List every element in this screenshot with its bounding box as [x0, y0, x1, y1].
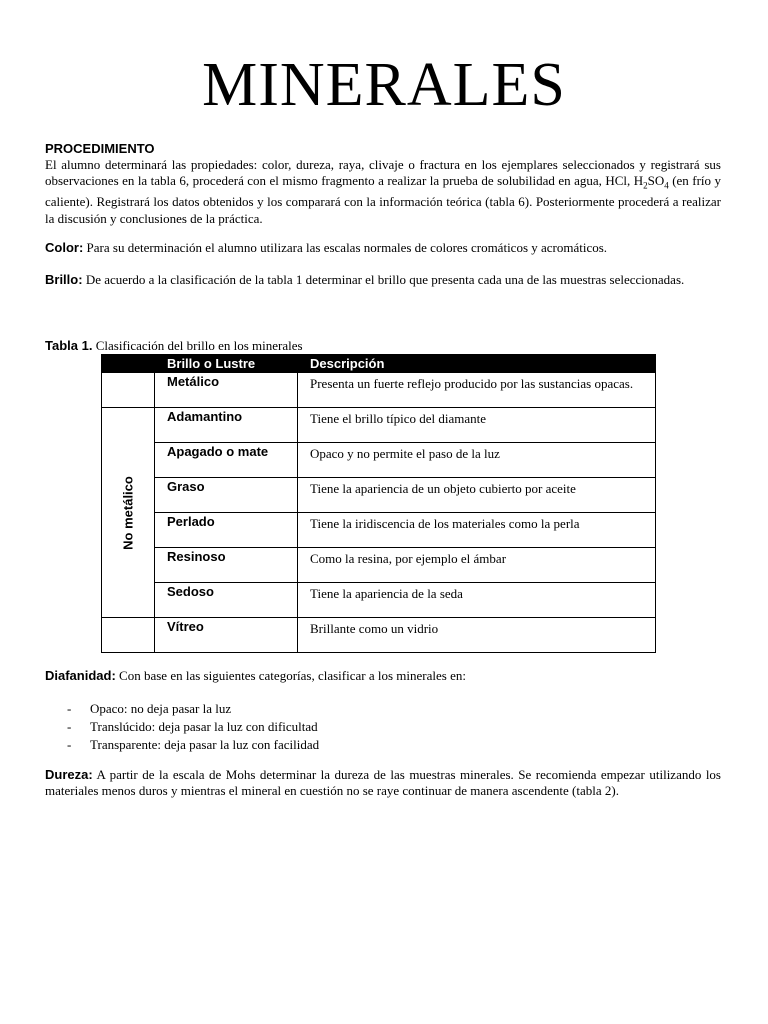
- brillo-description: Tiene la apariencia de un objeto cubierto por aceite: [298, 478, 656, 513]
- diafanidad-label: Diafanidad:: [45, 668, 116, 683]
- brillo-name: Vítreo: [155, 618, 298, 653]
- header-blank-cell: [102, 355, 155, 373]
- diafanidad-list: [67, 700, 319, 754]
- brillo-table: [101, 354, 656, 653]
- table-caption-text: Clasificación del brillo en los minerales: [92, 338, 303, 353]
- brillo-name: Perlado: [155, 513, 298, 548]
- procedimiento-text-1: El alumno determinará las propiedades: color, dureza, raya, clivaje o fractura en los ejemplares seleccionados y registrará sus observaciones en la tabla 6, procederá con el mismo fragmento a realizar la prueba de solubilidad en agua, HCl, H: [45, 157, 721, 189]
- color-text: Para su determinación el alumno utilizara las escalas normales de colores cromáticos y acromáticos.: [83, 240, 608, 255]
- diafanidad-text: Con base en las siguientes categorías, clasificar a los minerales en:: [115, 668, 466, 683]
- header-descripcion: Descripción: [298, 355, 656, 373]
- brillo-name: Metálico: [155, 373, 298, 408]
- procedimiento-text-2: (en frío y caliente). Registrará los datos obtenidos y los comparará con la información teórica (tabla 6). Posteriormente procederá a realizar la discusión y conclusiones de la práctica.: [45, 173, 721, 226]
- diafanidad-paragraph: [45, 668, 721, 684]
- brillo-description: Brillante como un vidrio: [298, 618, 656, 653]
- brillo-description: Tiene la iridiscencia de los materiales como la perla: [298, 513, 656, 548]
- color-paragraph: [45, 240, 721, 256]
- table-row: [102, 583, 656, 618]
- no-metalico-group-cell: [102, 408, 155, 618]
- dureza-paragraph: [45, 767, 721, 800]
- brillo-description: Tiene el brillo típico del diamante: [298, 408, 656, 443]
- table-row: [102, 548, 656, 583]
- table-row: [102, 513, 656, 548]
- table-row: [102, 373, 656, 408]
- brillo-name: Resinoso: [155, 548, 298, 583]
- dureza-text: A partir de la escala de Mohs determinar la dureza de las muestras minerales. Se recomienda empezar utilizando los materiales menos duros y mientras el mineral en cuestión no se raye continuar de manera ascendente (tabla 2).: [45, 767, 721, 799]
- table-row: [102, 478, 656, 513]
- table-row: [102, 408, 656, 443]
- page-title: MINERALES: [202, 51, 566, 119]
- brillo-description: Como la resina, por ejemplo el ámbar: [298, 548, 656, 583]
- brillo-description: Presenta un fuerte reflejo producido por las sustancias opacas.: [298, 373, 656, 408]
- list-item: - Transparente: deja pasar la luz con facilidad: [67, 736, 319, 754]
- group-blank-cell: [102, 373, 155, 408]
- brillo-description: Opaco y no permite el paso de la luz: [298, 443, 656, 478]
- brillo-label: Brillo:: [45, 272, 83, 287]
- brillo-name: Sedoso: [155, 583, 298, 618]
- subscript-2: 2: [643, 181, 648, 191]
- procedimiento-paragraph: [45, 157, 721, 227]
- dureza-label: Dureza:: [45, 767, 93, 782]
- brillo-name: Apagado o mate: [155, 443, 298, 478]
- brillo-name: Graso: [155, 478, 298, 513]
- brillo-paragraph: [45, 272, 721, 288]
- header-brillo: Brillo o Lustre: [155, 355, 298, 373]
- list-item: - Translúcido: deja pasar la luz con dificultad: [67, 718, 319, 736]
- no-metalico-label: No metálico: [120, 475, 136, 550]
- list-item: - Opaco: no deja pasar la luz: [67, 700, 319, 718]
- brillo-text: De acuerdo a la clasificación de la tabla 1 determinar el brillo que presenta cada una de las muestras seleccionadas.: [82, 272, 685, 287]
- group-blank-cell: [102, 618, 155, 653]
- formula-so: SO: [647, 173, 665, 189]
- subscript-4: 4: [664, 181, 669, 191]
- brillo-description: Tiene la apariencia de la seda: [298, 583, 656, 618]
- table-row: [102, 618, 656, 653]
- procedimiento-heading: PROCEDIMIENTO: [45, 141, 155, 156]
- table-header-row: [102, 355, 656, 373]
- table-caption-label: Tabla 1.: [45, 338, 93, 353]
- brillo-name: Adamantino: [155, 408, 298, 443]
- table-caption: [45, 338, 721, 354]
- color-label: Color:: [45, 240, 84, 255]
- table-row: [102, 443, 656, 478]
